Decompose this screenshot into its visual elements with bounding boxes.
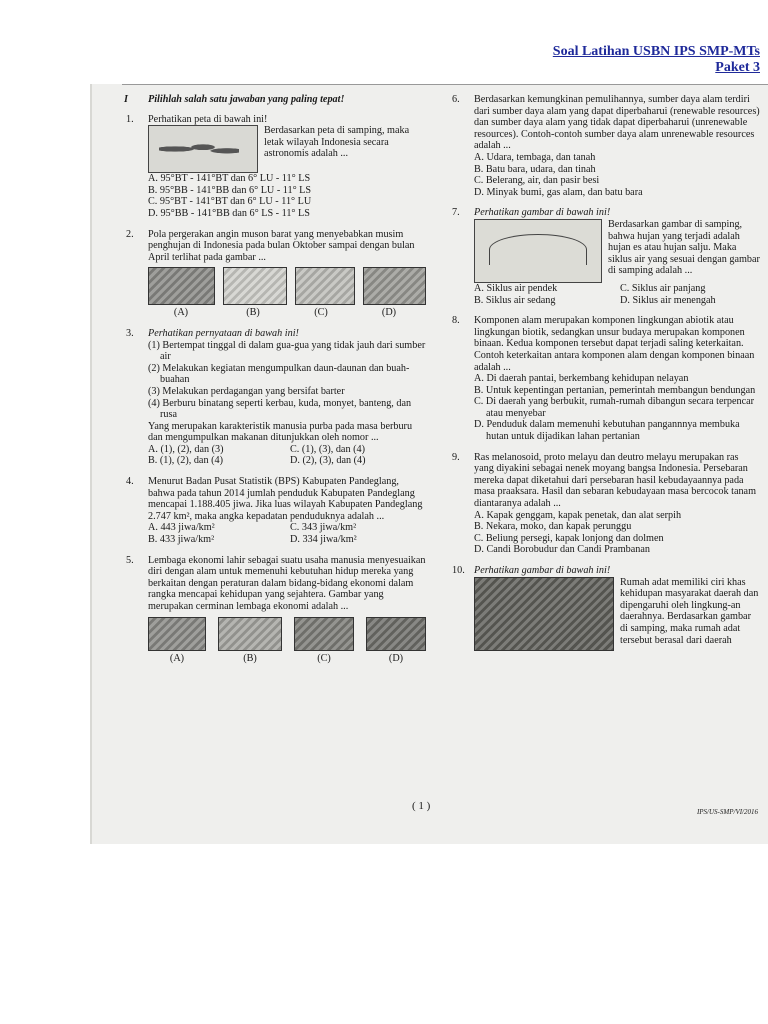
option: C. 95°BT - 141°BT dan 6° LU - 11° LU — [148, 196, 312, 208]
caption: (C) — [314, 307, 328, 319]
question-6 — [446, 94, 760, 198]
option: D. 334 jiwa/km² — [290, 534, 357, 546]
question-text: Berdasarkan gambar di samping, bahwa hujan yang terjadi adalah hujan es atau hujan salju. Maka siklus air yang sesuai dengan gambar di samping adalah ... — [608, 218, 760, 277]
option: A. Kapak genggam, kapak penetak, dan alat serpih — [474, 509, 682, 521]
question-lead: Perhatikan pernyataan di bawah ini! — [148, 327, 299, 339]
question-lead: Perhatikan peta di bawah ini! — [148, 113, 268, 125]
statement: (3) Melakukan perdagangan yang bersifat barter — [148, 385, 345, 397]
option: C. 343 jiwa/km² — [290, 522, 357, 534]
question-2 — [120, 229, 426, 319]
page-number: ( 1 ) — [412, 800, 431, 812]
question-text: Rumah adat memiliki ciri khas kehidupan masyarakat daerah dan dipengaruhi oleh lingkung-an daerahnya. Berdasarkan gambar di samping, maka rumah adat tersebut berasal dari daerah — [620, 576, 759, 646]
question-number: 6. — [452, 94, 460, 105]
option: B. 433 jiwa/km² — [148, 534, 215, 546]
option: A. 443 jiwa/km² — [148, 522, 215, 534]
section-number: I — [124, 94, 128, 105]
option-image-c — [295, 267, 355, 305]
traditional-house-image — [474, 577, 614, 651]
exam-page — [92, 84, 768, 844]
question-7 — [446, 207, 760, 306]
option: D. Siklus air menengah — [620, 294, 716, 306]
question-number: 1. — [126, 113, 134, 125]
option: B. Untuk kepentingan pertanian, pemerintah membangun bendungan — [474, 384, 756, 396]
question-number: 4. — [126, 476, 134, 488]
question-5 — [120, 555, 426, 665]
caption: (D) — [381, 307, 397, 319]
question-text: Lembaga ekonomi lahir sebagai suatu usaha manusia menyesuaikan diri dengan alam untuk memenuhi kebutuhan hidup mereka yang berkaitan dengan peraturan dalam bidang-bidang ekonomi dalam rangka mencapai kehidupan yang sejahtera. Gambar yang merupakan cerminan lembaga ekonomi adalah ... — [148, 554, 426, 612]
section-instruction: Pilihlah salah satu jawaban yang paling tepat! — [148, 94, 345, 105]
caption: (A) — [173, 307, 189, 319]
question-text: Berdasarkan peta di samping, maka letak wilayah Indonesia secara astronomis adalah ... — [264, 125, 410, 160]
option: B. (1), (2), dan (4) — [148, 455, 223, 467]
question-text: Ras melanosoid, proto melayu dan deutro melayu merupakan ras yang diyakini sebagai nenek moyang bangsa Indonesia. Persebaran mereka dapat diketahui dari persebaran hasil kebudayaannya pada masa praaksara. Hasil dan sebaran kebudayaan masa bercocok tanam diantaranya adalah ... — [474, 451, 757, 510]
water-cycle-image — [474, 219, 602, 283]
document-code: IPS/US-SMP/VI/2016 — [696, 808, 758, 816]
option: D. (2), (3), dan (4) — [290, 455, 366, 467]
header-title[interactable]: Soal Latihan USBN IPS SMP-MTs — [552, 44, 760, 59]
option: B. Siklus air sedang — [474, 294, 556, 306]
caption: (C) — [317, 652, 331, 664]
option: C. Beliung persegi, kapak lonjong dan dolmen — [474, 532, 664, 544]
option: D. Minyak bumi, gas alam, dan batu bara — [474, 186, 643, 198]
option: A. Siklus air pendek — [474, 282, 558, 294]
option-image-d — [363, 267, 427, 305]
question-9 — [446, 452, 760, 556]
section-heading — [120, 94, 426, 106]
option: A. (1), (2), dan (3) — [148, 443, 224, 455]
question-number: 8. — [452, 315, 460, 327]
question-number: 2. — [126, 228, 134, 240]
left-column — [120, 94, 426, 673]
statement: (4) Berburu binatang seperti kerbau, kuda, monyet, banteng, dan rusa — [148, 397, 412, 421]
option-image-b — [223, 267, 287, 305]
question-4 — [120, 476, 426, 546]
question-text: Berdasarkan kemungkinan pemulihannya, sumber daya alam terdiri dari sumber daya alam yang dapat diperbaharui (renewable resources) dan sumber daya alam yang tidak dapat diperbaharui (unrenewable resources). Contoh-contoh sumber daya alam unrenewable resources adalah ... — [474, 94, 760, 152]
question-number: 7. — [452, 207, 460, 219]
question-3 — [120, 328, 426, 467]
question-lead: Perhatikan gambar di bawah ini! — [474, 565, 611, 576]
question-text: Menurut Badan Pusat Statistik (BPS) Kabupaten Pandeglang, bahwa pada tahun 2014 jumlah penduduk Kabupaten Pandeglang mencapai 1.188.405 jiwa. Jika luas wilayah Kabupaten Pandeglang 2.747 km², maka angka kepadatan penduduknya adalah ... — [148, 476, 423, 522]
header-package[interactable]: Paket 3 — [715, 60, 760, 75]
option: C. Di daerah yang berbukit, rumah-rumah dibangun secara terpencar atau menyebar — [474, 396, 755, 419]
question-number: 5. — [126, 554, 134, 566]
option: A. Di daerah pantai, berkembang kehidupan nelayan — [474, 373, 689, 385]
question-number: 3. — [126, 327, 134, 339]
question-lead: Perhatikan gambar di bawah ini! — [474, 207, 611, 219]
question-8 — [446, 315, 760, 443]
question-number: 10. — [452, 565, 465, 576]
option: B. 95°BB - 141°BB dan 6° LU - 11° LS — [148, 184, 312, 196]
caption: (D) — [388, 652, 404, 664]
option-image-b — [218, 617, 282, 651]
option-image-a — [148, 267, 215, 305]
option: A. 95°BT - 141°BT dan 6° LU - 11° LS — [148, 173, 311, 185]
question-text: Yang merupakan karakteristik manusia purba pada masa berburu dan mengumpulkan makanan ditunjukkan oleh nomor ... — [148, 420, 413, 444]
indonesia-map-image — [148, 125, 258, 173]
option: B. Batu bara, udara, dan tinah — [474, 163, 596, 175]
statement: (1) Bertempat tinggal di dalam gua-gua yang tidak jauh dari sumber air — [148, 339, 426, 363]
caption: (A) — [169, 652, 185, 664]
option: D. Penduduk dalam memenuhi kebutuhan pangannnya membuka hutan untuk dijadikan lahan pertanian — [474, 419, 740, 443]
option: C. Siklus air panjang — [620, 282, 706, 294]
option: A. Udara, tembaga, dan tanah — [474, 151, 596, 163]
question-text: Komponen alam merupakan komponen lingkungan abiotik atau lingkungan biotik, sedangkan unsur budaya merupakan komponen binaan. Kedua komponen tersebut dapat terjadi saling keterkaitan. Contoh keterkaitan antara komponen alam dengan komponen binaan adalah ... — [474, 315, 755, 373]
option: C. (1), (3), dan (4) — [290, 443, 365, 455]
option-image-c — [294, 617, 354, 651]
question-number: 9. — [452, 451, 460, 463]
option: D. Candi Borobudur dan Candi Prambanan — [474, 544, 650, 556]
option-image-a — [148, 617, 206, 651]
option: C. Belerang, air, dan pasir besi — [474, 175, 600, 187]
caption: (B) — [243, 652, 257, 664]
question-text: Pola pergerakan angin muson barat yang menyebabkan musim penghujan di Indonesia pada bulan Oktober sampai dengan bulan April terlihat pada gambar ... — [148, 228, 415, 263]
option: B. Nekara, moko, dan kapak perunggu — [474, 521, 632, 533]
option-image-d — [366, 617, 426, 651]
statement: (2) Melakukan kegiatan mengumpulkan daun-daunan dan buah-buahan — [148, 362, 410, 386]
option: D. 95°BB - 141°BB dan 6° LS - 11° LS — [148, 207, 310, 219]
document-header — [553, 44, 760, 76]
caption: (B) — [246, 307, 260, 319]
question-1 — [120, 114, 426, 220]
right-column — [446, 94, 760, 660]
question-10 — [446, 565, 760, 651]
